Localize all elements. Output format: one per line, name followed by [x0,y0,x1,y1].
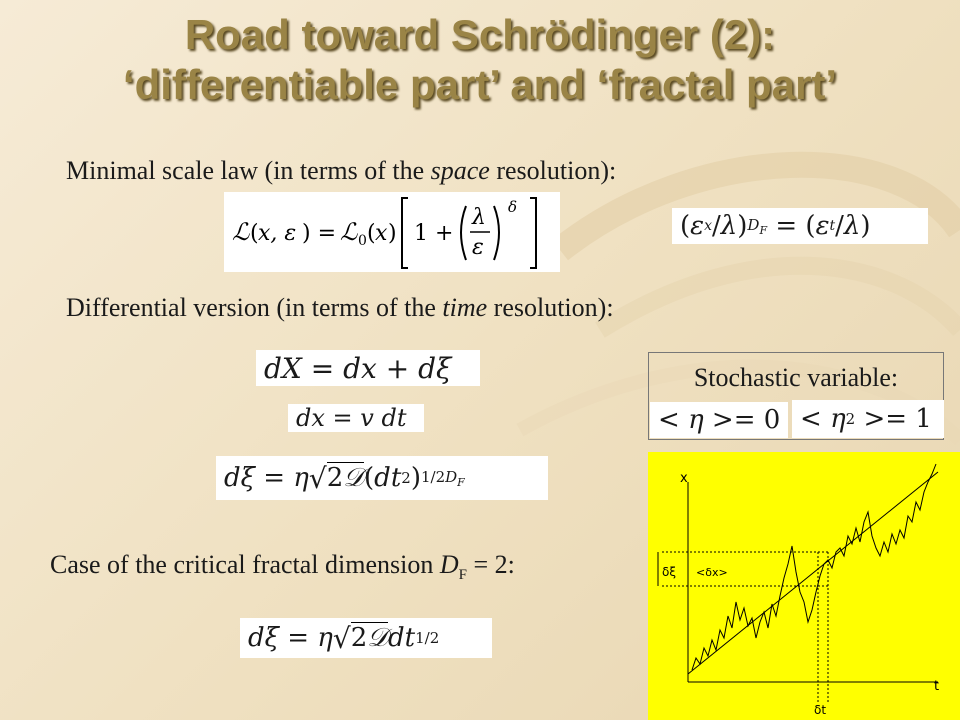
stochastic-variable-label: Stochastic variable: [693,363,899,392]
svg-text:(: ( [250,221,259,246]
svg-text:): ) [388,221,397,246]
mean-equation: < η >= 0 [650,402,788,438]
delta-t-label: δt [814,703,827,717]
svg-text:ε: ε [472,235,484,260]
svg-text:ℒ: ℒ [340,218,358,246]
x-axis-label: t [934,679,940,694]
title-line-1: Road toward Schrödinger (2): [184,11,776,58]
dxi-critical-equation: dξ = η √ 2𝒟 dt 1/2 [240,618,492,658]
differential-caption-emphasis: time [442,293,488,322]
differential-caption-suffix: resolution): [487,293,614,322]
variance-equation: < η 2 >= 1 [792,400,944,438]
scale-law-equation [224,192,560,272]
fractal-path-plot [648,452,960,720]
dx-equation: dx = v dt [288,404,424,432]
resolution-relation-equation: ( ε x / λ ) $D_F$ = ( ε t / λ ) [672,208,928,244]
critical-caption-subscript: F [458,567,467,584]
svg-text:ℒ: ℒ [232,218,250,246]
critical-caption-suffix: = 2: [466,550,515,579]
svg-text:) =: ) = [302,221,337,246]
delta-x-label: <δx> [696,566,728,579]
svg-text:δ: δ [508,198,518,216]
dxi-equation: dξ = η √ 2𝒟 ( dt 2 ) $1/2D_F$ [216,456,548,500]
differential-caption-prefix: Differential version (in terms of the [66,293,443,322]
scale-law-math [230,192,554,272]
svg-text:(: ( [367,221,376,246]
slide-title [0,10,960,110]
dX-equation: dX = dx + dξ [256,350,480,386]
critical-caption-prefix: Case of the critical fractal dimension [50,550,440,579]
critical-caption-D: D [439,550,459,579]
svg-text:1 +: 1 + [414,221,454,246]
critical-dimension-caption [50,550,515,584]
delta-xi-label: δξ [662,565,677,579]
y-axis-label: x [680,471,688,486]
svg-text:x, ε: x, ε [258,221,297,246]
svg-text:0: 0 [358,233,367,249]
scale-law-caption-suffix: resolution): [489,156,617,185]
scale-law-caption-emphasis: space [430,156,490,185]
svg-text:λ: λ [472,205,486,230]
scale-law-caption-prefix: Minimal scale law (in terms of the [66,156,431,185]
title-line-2: ‘differentiable part’ and ‘fractal part’ [122,61,838,108]
scale-law-caption [66,156,616,186]
differential-caption [66,293,614,323]
svg-text:x: x [375,221,388,246]
